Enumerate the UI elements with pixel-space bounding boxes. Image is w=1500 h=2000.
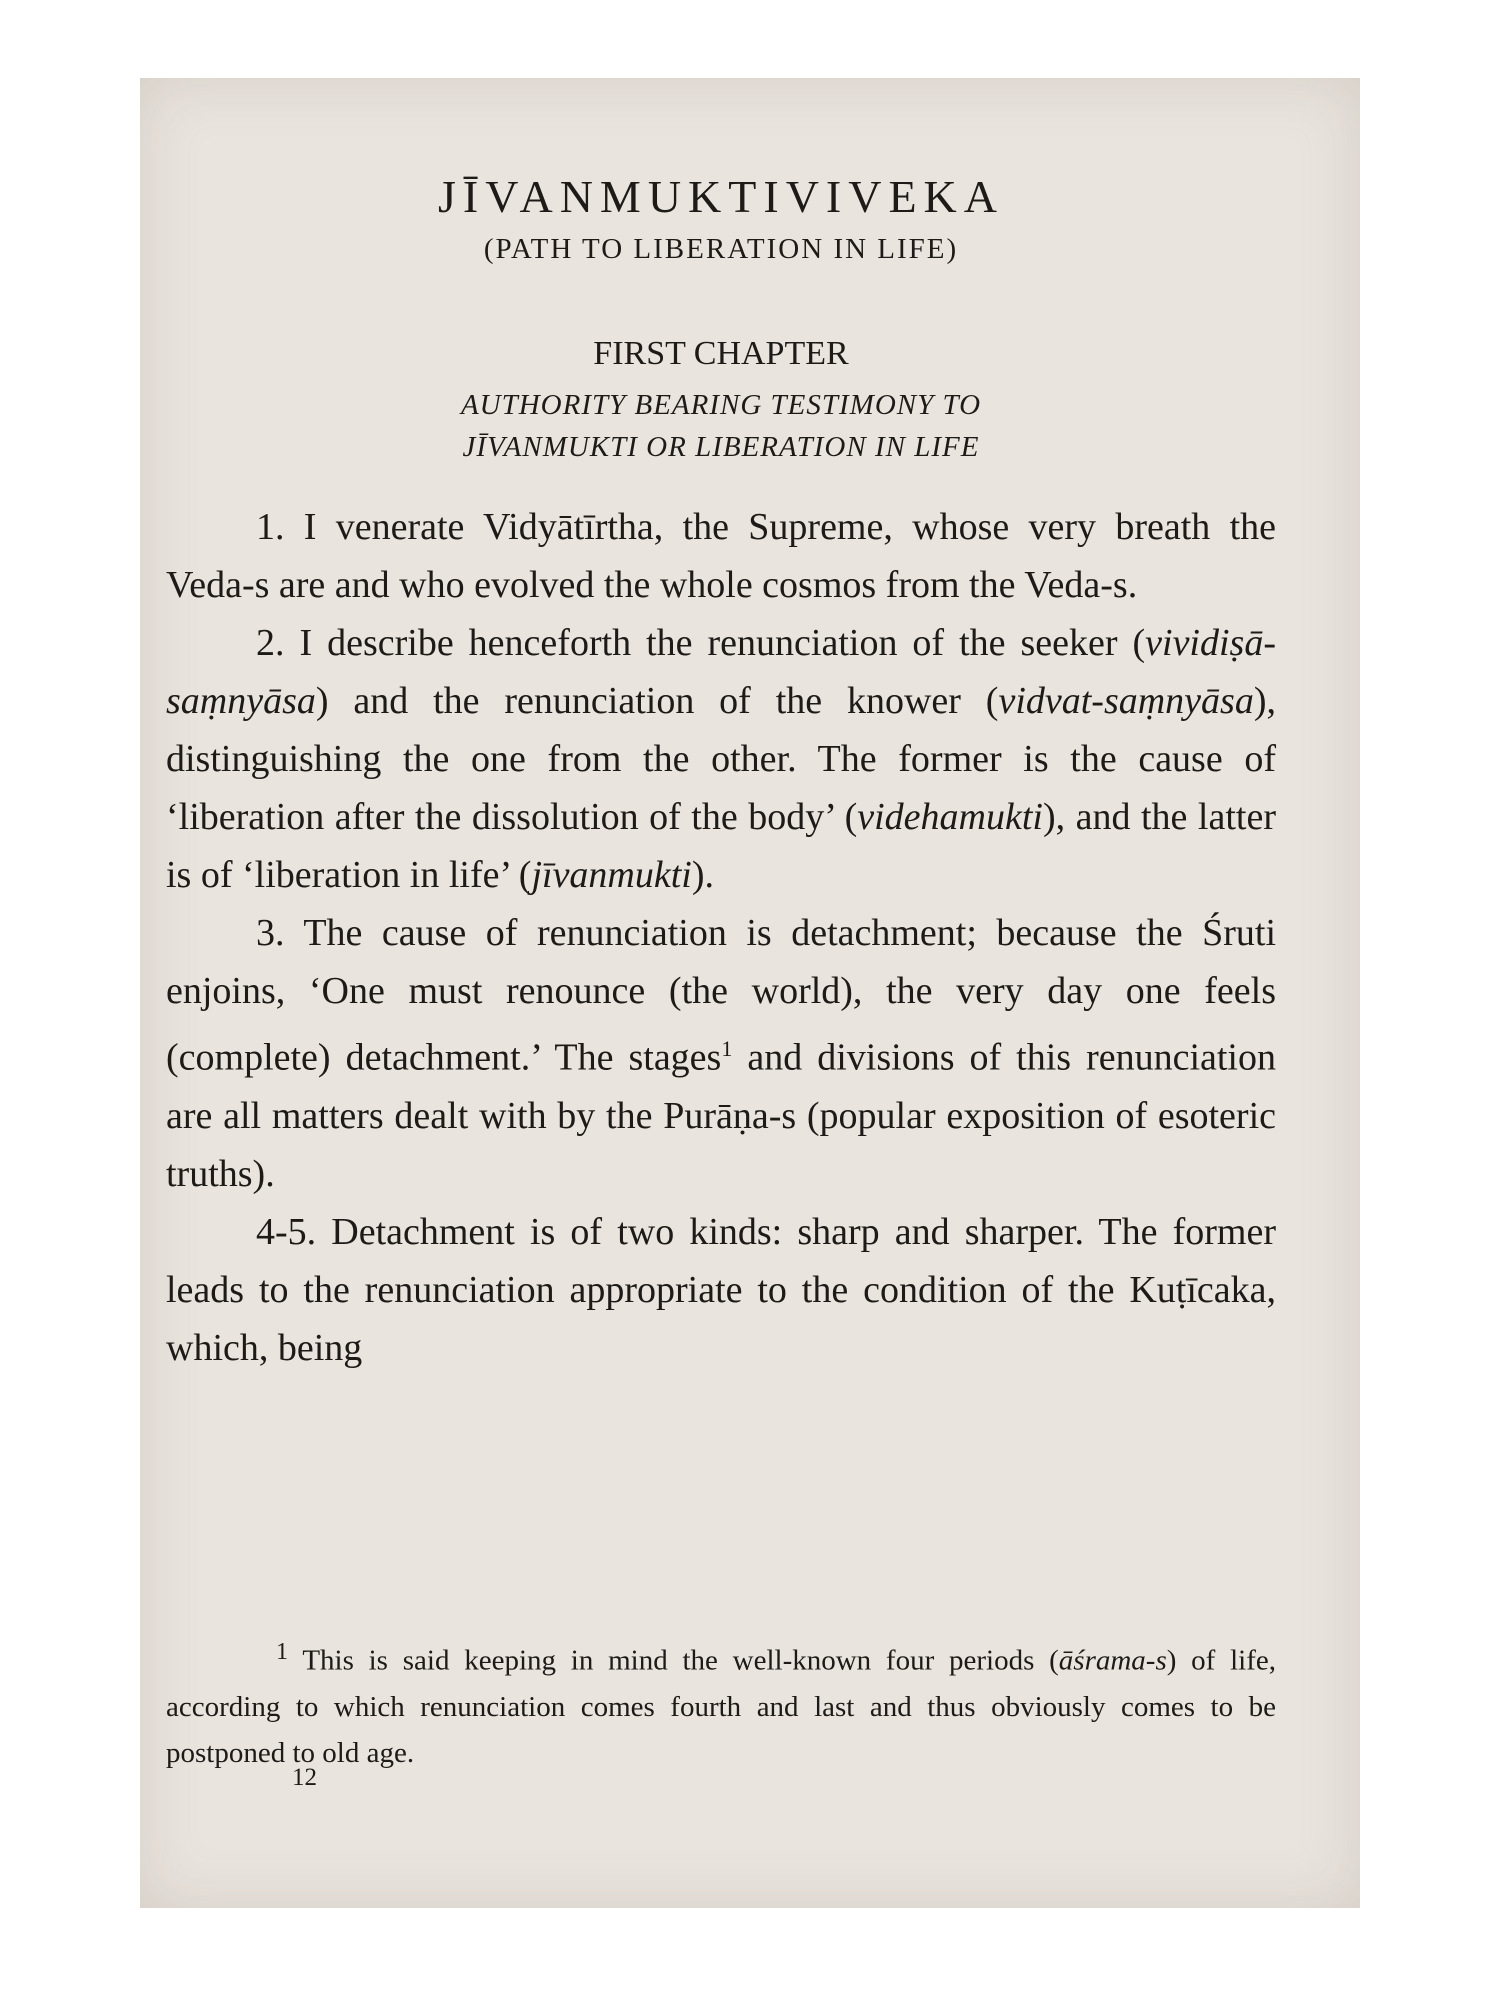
main-text-block	[166, 168, 1276, 1377]
book-subtitle: (PATH TO LIBERATION IN LIFE)	[483, 233, 959, 265]
term-asrama-s: āśrama-s	[1058, 1644, 1167, 1677]
footnote-reference: 1	[721, 1036, 733, 1061]
verse-1: 1. I venerate Vidyātīrtha, the Supreme, whose very breath the Veda-s are and who evolved the whole cosmos from the Veda-s.	[166, 506, 1276, 606]
footnote-marker: 1	[276, 1638, 289, 1665]
verse-2	[166, 614, 1276, 904]
verse-4-5: 4-5. Detachment is of two kinds: sharp and sharper. The former leads to the renunciation appropriate to the condition of the Kuṭīcaka, which, being	[166, 1210, 1276, 1369]
verse-2-text-e: ), distinguishing the one from the other. The former is the cause of ‘liberation after the dissolution of the body’ (	[166, 680, 1276, 838]
footnote-text-a: This is said keeping in mind the well-known four periods (	[288, 1644, 1059, 1677]
term-vividisa-samnyasa: vividiṣā-saṃnyāsa	[166, 622, 1276, 722]
term-jivanmukti: jīvanmukti	[531, 854, 692, 896]
verse-3-text-a: 3. The cause of renunciation is detachment; because the Śruti enjoins, ‘One must renounce (the world), the very day one feels (complete) detachment.’ The stages	[166, 912, 1276, 1079]
section-heading-line-2: JĪVANMUKTI OR LIBERATION IN LIFE	[462, 431, 980, 463]
verse-3-text-b: and divisions of this renunciation are all matters dealt with by the Purāṇa-s (popular exposition of esoteric truths).	[166, 1036, 1276, 1195]
footnote	[166, 1629, 1276, 1776]
term-vidvat-samnyasa: vidvat-saṃnyāsa	[998, 680, 1254, 722]
page-number: 12	[292, 1764, 317, 1791]
book-page	[140, 78, 1360, 1908]
verse-2-text-g: ), and the latter is of ‘liberation in life’ (	[166, 796, 1276, 896]
term-videhamukti: videhamukti	[857, 796, 1043, 838]
body-text	[166, 498, 1276, 1377]
verse-2-text-i: ).	[691, 854, 715, 896]
verse-2-text-a: 2. I describe henceforth the renunciation of the seeker (	[256, 622, 1146, 664]
chapter-heading: FIRST CHAPTER	[593, 335, 849, 372]
verse-2-text-c: ) and the renunciation of the knower (	[315, 680, 999, 722]
book-title: JĪVANMUKTIVIVEKA	[437, 171, 1004, 222]
section-heading-line-1: AUTHORITY BEARING TESTIMONY TO	[460, 389, 982, 421]
section-heading	[166, 384, 1276, 468]
verse-3	[166, 904, 1276, 1203]
footnote-text-c: ) of life, according to which renunciation comes fourth and last and thus obviously comes to be postponed to old age.	[166, 1644, 1276, 1769]
